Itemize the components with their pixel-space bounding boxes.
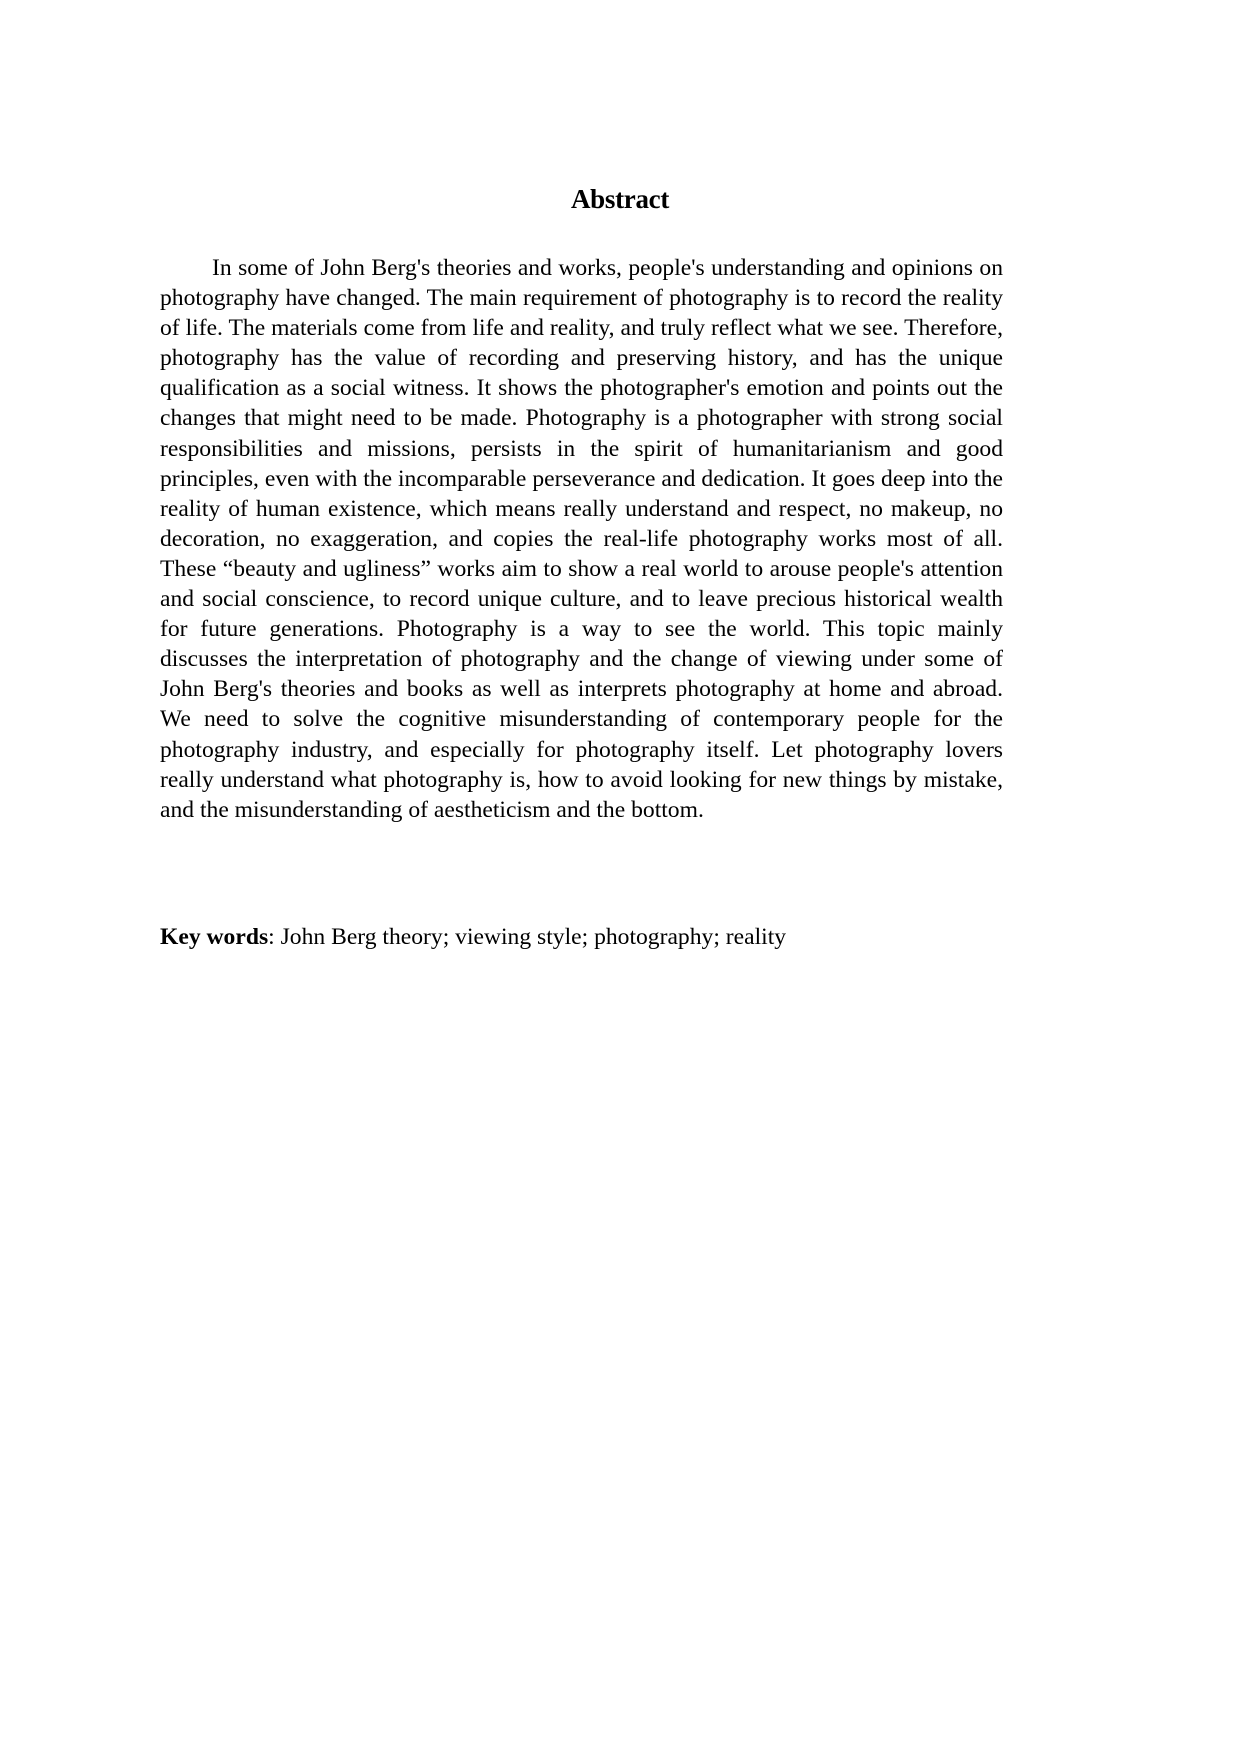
keywords-value: John Berg theory; viewing style; photography; reality	[280, 924, 787, 950]
abstract-paragraph: In some of John Berg's theories and works, people's understanding and opinions on photography have changed. The main requirement of photography is to record the reality of life. The materials come from life and reality, and truly reflect what we see. Therefore, photography has the value of recording and preserving history, and has the unique qualification as a social witness. It shows the photographer's emotion and points out the changes that might need to be made. Photography is a photographer with strong social responsibilities and missions, persists in the spirit of humanitarianism and good principles, even with the incomparable perseverance and dedication. It goes deep into the reality of human existence, which means really understand and respect, no makeup, no decoration, no exaggeration, and copies the real-life photography works most of all. These “beauty and ugliness” works aim to show a real world to arouse people's attention and social conscience, to record unique culture, and to leave precious historical wealth for future generations. Photography is a way to see the world. This topic mainly discusses the interpretation of photography and the change of viewing under some of John Berg's theories and books as well as interprets photography at home and abroad. We need to solve the cognitive misunderstanding of contemporary people for the photography industry, and especially for photography itself. Let photography lovers really understand what photography is, how to avoid looking for new things by mistake, and the misunderstanding of aestheticism and the bottom.	[160, 255, 1003, 823]
keywords-line	[160, 922, 1003, 952]
abstract-heading: Abstract	[570, 184, 670, 214]
keywords-label: Key words	[160, 924, 269, 950]
keywords-separator: :	[268, 924, 281, 950]
